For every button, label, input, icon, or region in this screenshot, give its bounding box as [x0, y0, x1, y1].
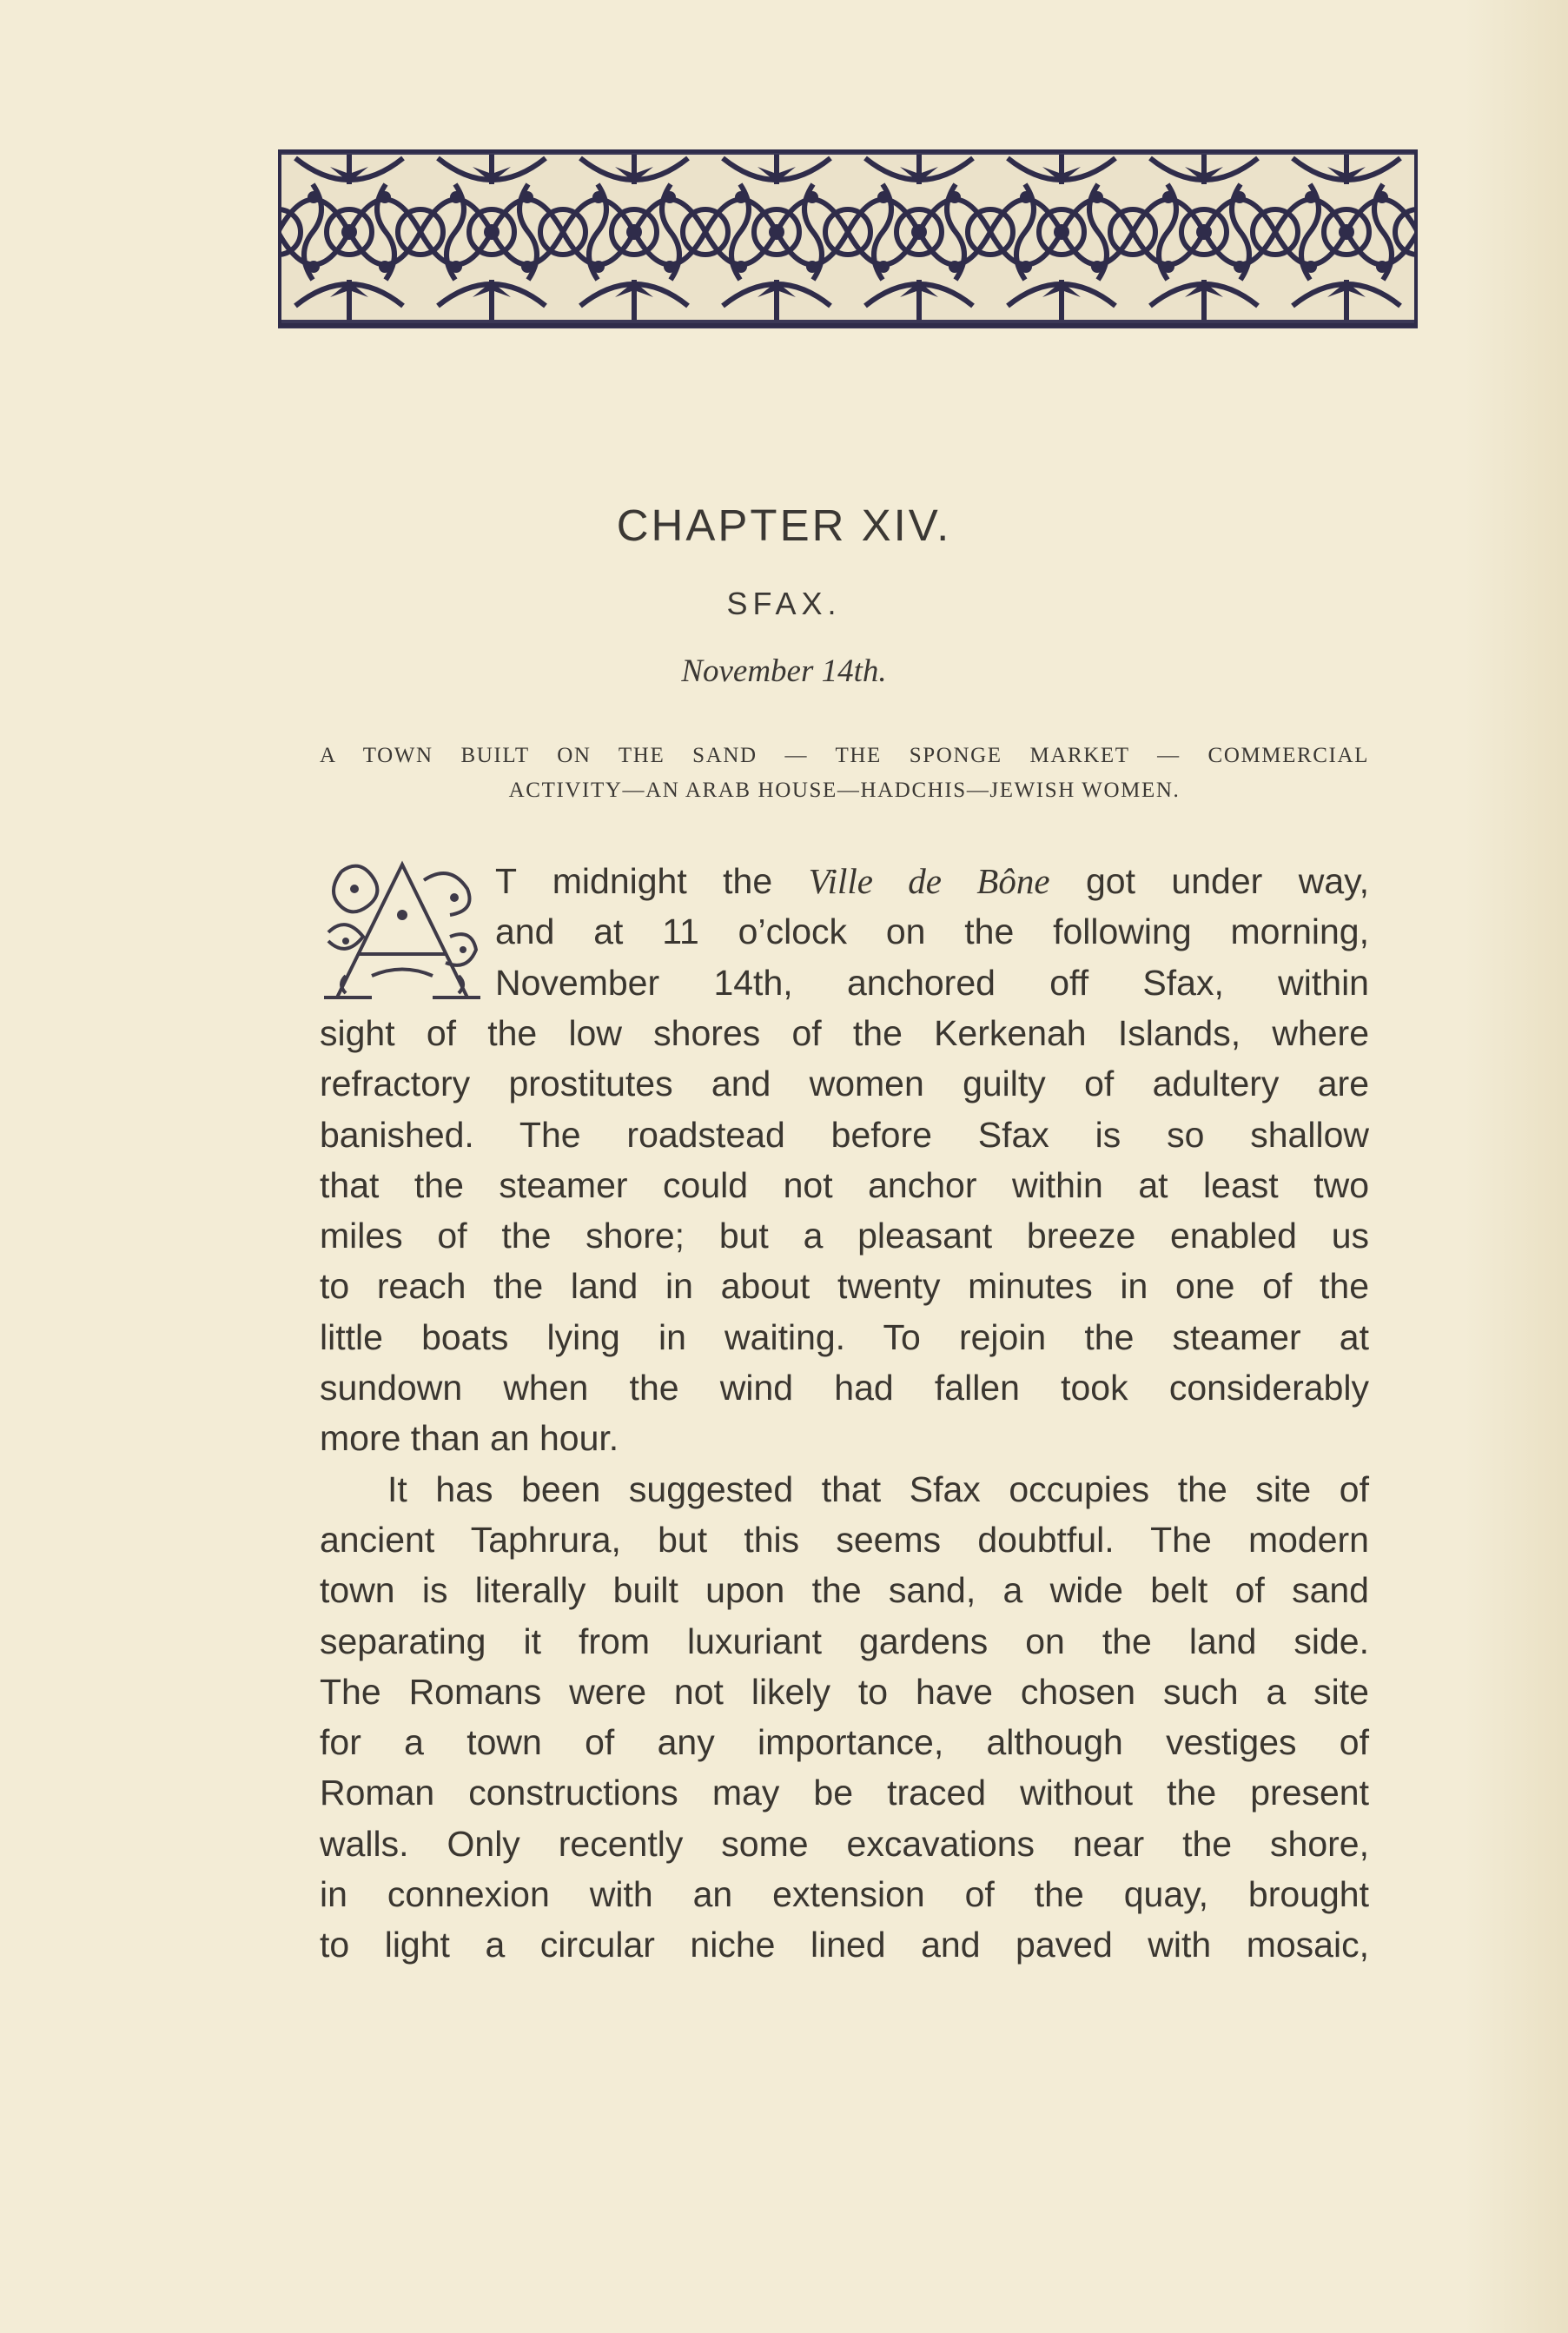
- text-line: It has been suggested that Sfax occupies the site of: [387, 1468, 1369, 1509]
- text-line: ancient Taphrura, but this seems doubtful. The modern: [320, 1519, 1369, 1560]
- synopsis-line: ACTIVITY—AN ARAB HOUSE—HADCHIS—JEWISH WOMEN.: [508, 779, 1181, 802]
- dropcap-lines: [320, 856, 1369, 1008]
- chapter-title: CHAPTER XIV.: [616, 500, 952, 550]
- text-line: town is literally built upon the sand, a wide belt of sand: [320, 1570, 1369, 1611]
- date-day: 14th.: [821, 653, 887, 689]
- text-line: to light a circular niche lined and paved with mosaic,: [320, 1925, 1369, 1965]
- page-edge-shading: [1464, 0, 1568, 2333]
- text-line: banished. The roadstead before Sfax is so shallow: [320, 1114, 1369, 1155]
- chapter-place-heading: SFAX.: [726, 586, 842, 621]
- paragraph-1: [320, 856, 1369, 1464]
- chapter-date: [0, 653, 1568, 690]
- dropcap-line-1: T midnight the Ville de Bône got under way,: [495, 861, 1369, 901]
- date-month: November: [681, 653, 814, 689]
- ornamental-headpiece: [278, 149, 1418, 328]
- dropcap-line-3: November 14th, anchored off Sfax, within: [495, 962, 1369, 1003]
- text-line: for a town of any importance, although vestiges of: [320, 1722, 1369, 1763]
- chapter-synopsis: [320, 739, 1369, 808]
- text-line: miles of the shore; but a pleasant breeze enabled us: [320, 1216, 1369, 1256]
- text-line: refractory prostitutes and women guilty of adultery are: [320, 1064, 1369, 1104]
- text-line: that the steamer could not anchor within at least two: [320, 1164, 1369, 1205]
- text-line: in connexion with an extension of the quay, brought: [320, 1874, 1369, 1915]
- body-text: [320, 856, 1369, 1971]
- text-line: sundown when the wind had fallen took considerably: [320, 1368, 1369, 1408]
- decorated-initial-a: [320, 854, 485, 1006]
- text-line: The Romans were not likely to have chosen such a site: [320, 1671, 1369, 1712]
- text-line: little boats lying in waiting. To rejoin the steamer at: [320, 1316, 1369, 1357]
- paragraph-2: [320, 1464, 1369, 1971]
- text-line: to reach the land in about twenty minutes in one of the: [320, 1266, 1369, 1307]
- text-line: separating it from luxuriant gardens on the land side.: [320, 1621, 1369, 1661]
- ship-name: Ville de Bône: [808, 861, 1050, 901]
- text-line: more than an hour.: [320, 1418, 619, 1459]
- text-line: Roman constructions may be traced without the present: [320, 1773, 1369, 1813]
- text-line: walls. Only recently some excavations near the shore,: [320, 1823, 1369, 1864]
- synopsis-line: A TOWN BUILT ON THE SAND — THE SPONGE MARKET — COMMERCIAL: [320, 744, 1369, 767]
- text-line: sight of the low shores of the Kerkenah Islands, where: [320, 1013, 1369, 1053]
- dropcap-line-2: and at 11 o’clock on the following morning,: [495, 911, 1369, 952]
